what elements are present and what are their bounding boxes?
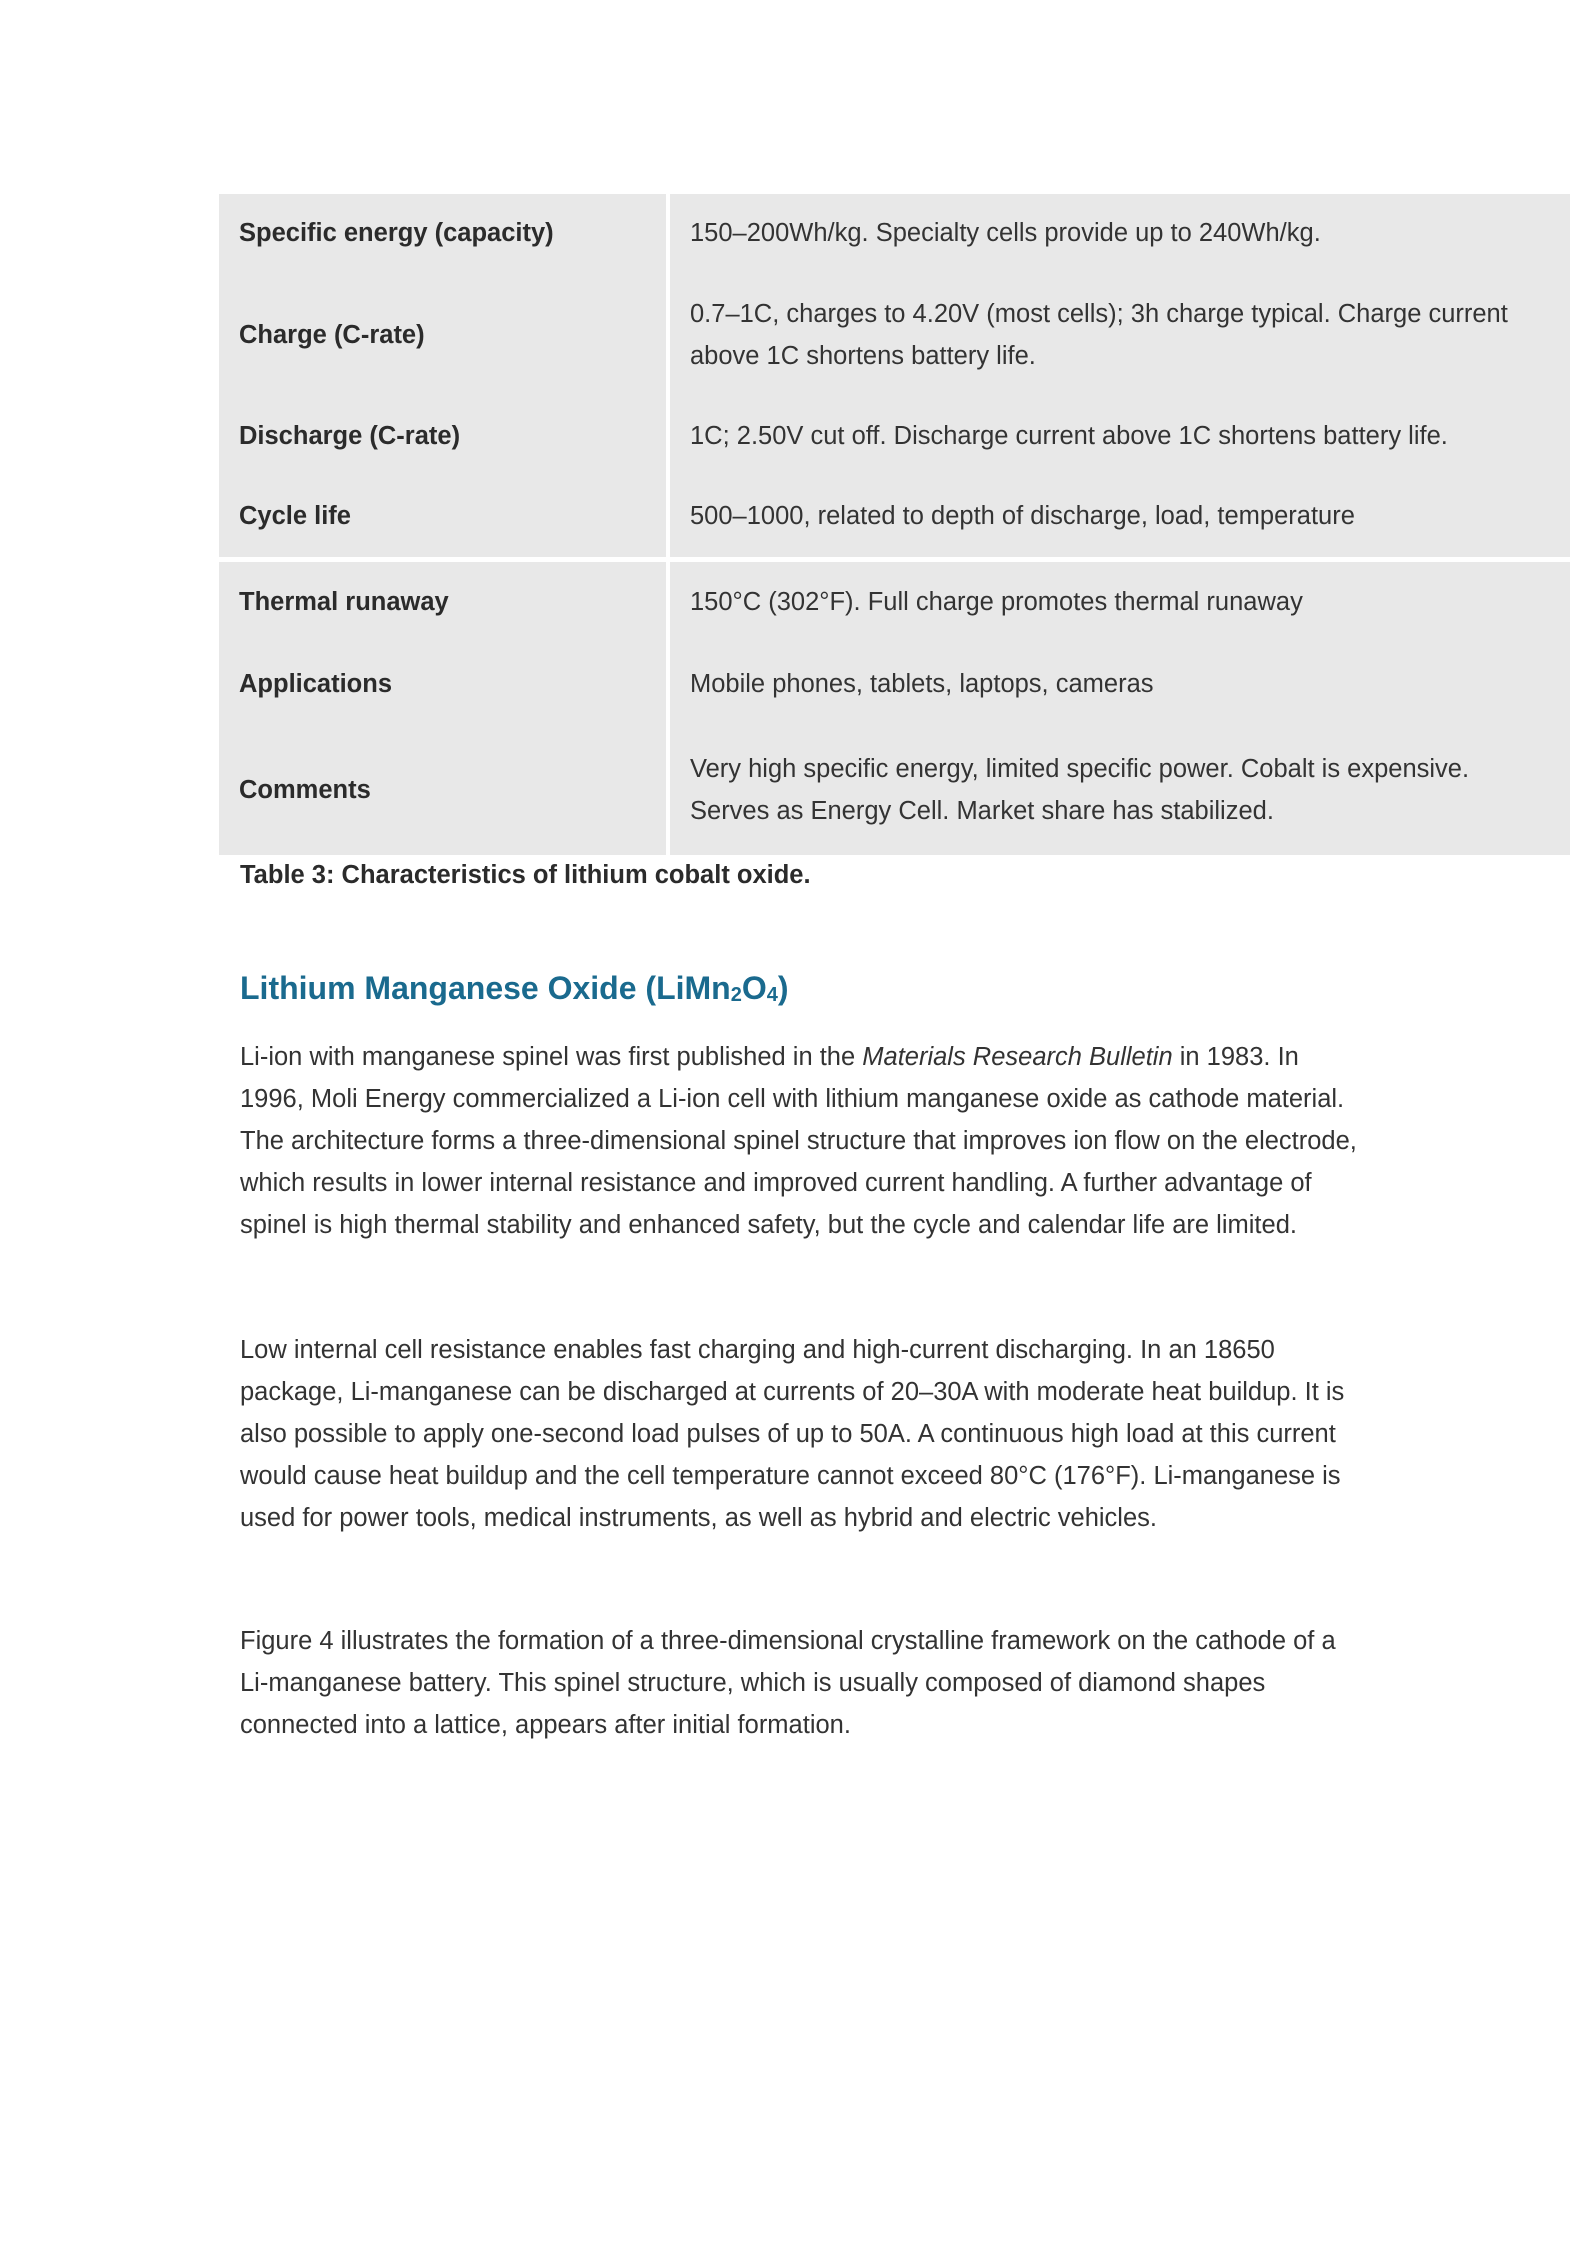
row-value: 0.7–1C, charges to 4.20V (most cells); 3h charge typical. Charge current above 1C shortens battery life.: [690, 299, 1508, 370]
body-paragraph: [240, 1036, 1360, 1246]
row-label: Applications: [219, 643, 668, 725]
table-caption: Table 3: Characteristics of lithium cobalt oxide.: [240, 861, 811, 889]
row-value: Mobile phones, tablets, laptops, cameras: [690, 670, 1154, 698]
row-value: 150–200Wh/kg. Specialty cells provide up to 240Wh/kg.: [690, 219, 1321, 247]
table-row: [219, 725, 1570, 855]
row-label: Specific energy (capacity): [219, 194, 668, 272]
heading-subscript: 4: [766, 984, 778, 1006]
table-row: [219, 643, 1570, 725]
paragraph-text: Li-ion with manganese spinel was first published in the: [240, 1043, 863, 1071]
table-row: [219, 397, 1570, 475]
row-value: 150°C (302°F). Full charge promotes thermal runaway: [668, 559, 1570, 643]
row-label: Cycle life: [219, 475, 668, 559]
characteristics-table: [219, 194, 1570, 855]
heading-text: Lithium Manganese Oxide (LiMn: [240, 970, 731, 1006]
row-label: Charge (C-rate): [219, 272, 668, 397]
table-row: [219, 194, 1570, 272]
table-row: [219, 272, 1570, 397]
table-row: [219, 475, 1570, 559]
table-row: [219, 559, 1570, 643]
row-value: 1C; 2.50V cut off. Discharge current above 1C shortens battery life.: [690, 422, 1448, 450]
row-value: Very high specific energy, limited specific power. Cobalt is expensive. Serves as Energy Cell. Market share has stabilized.: [690, 755, 1470, 825]
heading-subscript: 2: [730, 984, 742, 1006]
section-heading: [240, 970, 789, 1007]
row-label: Comments: [219, 725, 668, 855]
row-label: Discharge (C-rate): [219, 397, 668, 475]
paragraph-text: in 1983. In 1996, Moli Energy commercialized a Li-ion cell with lithium manganese oxide as cathode material. The architecture forms a three-dimensional spinel structure that improves ion flow on the electrode, which results in lower internal resistance and improved current handling. A further advantage of spinel is high thermal stability and enhanced safety, but the cycle and calendar life are limited.: [240, 1043, 1357, 1239]
heading-text: O: [741, 970, 767, 1006]
heading-text: ): [777, 970, 789, 1006]
row-value: 500–1000, related to depth of discharge, load, temperature: [690, 501, 1355, 530]
body-paragraph: Low internal cell resistance enables fast charging and high-current discharging. In an 18650 package, Li-manganese can be discharged at currents of 20–30A with moderate heat buildup. It is also possible to apply one-second load pulses of up to 50A. A continuous high load at this current would cause heat buildup and the cell temperature cannot exceed 80°C (176°F). Li-manganese is used for power tools, medical instruments, as well as hybrid and electric vehicles.: [240, 1336, 1345, 1532]
row-label: Thermal runaway: [219, 559, 668, 643]
body-paragraph: Figure 4 illustrates the formation of a three-dimensional crystalline framework on the cathode of a Li-manganese battery. This spinel structure, which is usually composed of diamond shapes connected into a lattice, appears after initial formation.: [240, 1627, 1336, 1739]
journal-title: Materials Research Bulletin: [862, 1043, 1173, 1071]
